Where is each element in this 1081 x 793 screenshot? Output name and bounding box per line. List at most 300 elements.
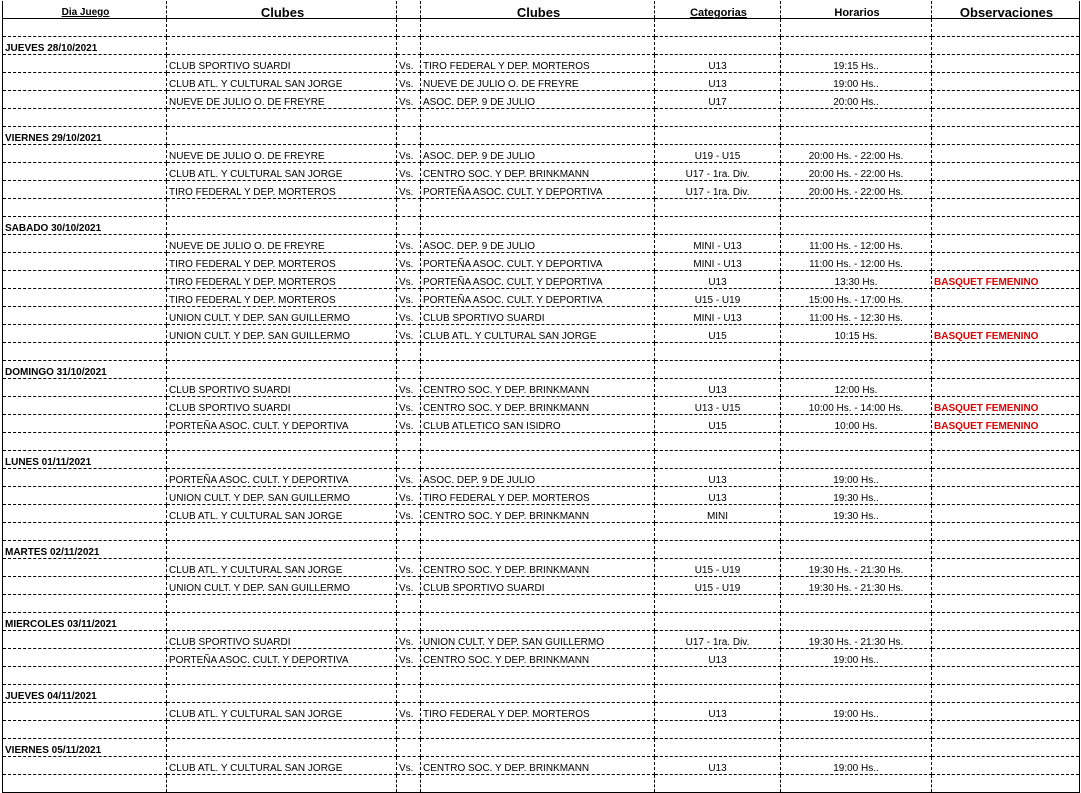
- vs-cell[interactable]: Vs.: [397, 559, 421, 577]
- vs-cell[interactable]: [397, 541, 421, 559]
- category-cell[interactable]: U13: [655, 55, 781, 73]
- time-cell[interactable]: 19:30 Hs. - 21:30 Hs.: [781, 577, 932, 595]
- category-cell[interactable]: U17: [655, 91, 781, 109]
- home-club-cell[interactable]: CLUB ATL. Y CULTURAL SAN JORGE: [167, 757, 397, 775]
- home-club-cell[interactable]: [167, 127, 397, 145]
- day-cell[interactable]: JUEVES 04/11/2021: [3, 685, 167, 703]
- day-cell[interactable]: MARTES 02/11/2021: [3, 541, 167, 559]
- header-dia-juego[interactable]: Dia Juego: [3, 1, 167, 19]
- category-cell[interactable]: [655, 595, 781, 613]
- time-cell[interactable]: 19:30 Hs..: [781, 505, 932, 523]
- observation-cell[interactable]: [932, 505, 1080, 523]
- vs-cell[interactable]: [397, 109, 421, 127]
- observation-cell[interactable]: [932, 757, 1080, 775]
- category-cell[interactable]: [655, 775, 781, 793]
- observation-cell[interactable]: [932, 19, 1080, 37]
- observation-cell[interactable]: BASQUET FEMENINO: [932, 271, 1080, 289]
- away-club-cell[interactable]: [421, 37, 655, 55]
- time-cell[interactable]: [781, 361, 932, 379]
- observation-cell[interactable]: [932, 739, 1080, 757]
- home-club-cell[interactable]: TIRO FEDERAL Y DEP. MORTEROS: [167, 181, 397, 199]
- vs-cell[interactable]: Vs.: [397, 577, 421, 595]
- away-club-cell[interactable]: CLUB ATLETICO SAN ISIDRO: [421, 415, 655, 433]
- day-cell[interactable]: [3, 667, 167, 685]
- observation-cell[interactable]: [932, 163, 1080, 181]
- time-cell[interactable]: [781, 217, 932, 235]
- away-club-cell[interactable]: CLUB ATL. Y CULTURAL SAN JORGE: [421, 325, 655, 343]
- vs-cell[interactable]: [397, 667, 421, 685]
- home-club-cell[interactable]: [167, 217, 397, 235]
- home-club-cell[interactable]: [167, 739, 397, 757]
- vs-cell[interactable]: Vs.: [397, 703, 421, 721]
- day-cell[interactable]: [3, 289, 167, 307]
- away-club-cell[interactable]: [421, 775, 655, 793]
- observation-cell[interactable]: [932, 667, 1080, 685]
- vs-cell[interactable]: Vs.: [397, 505, 421, 523]
- day-cell[interactable]: [3, 523, 167, 541]
- category-cell[interactable]: U13: [655, 271, 781, 289]
- time-cell[interactable]: [781, 37, 932, 55]
- away-club-cell[interactable]: TIRO FEDERAL Y DEP. MORTEROS: [421, 487, 655, 505]
- vs-cell[interactable]: Vs.: [397, 235, 421, 253]
- time-cell[interactable]: [781, 739, 932, 757]
- observation-cell[interactable]: [932, 91, 1080, 109]
- day-cell[interactable]: [3, 55, 167, 73]
- home-club-cell[interactable]: [167, 451, 397, 469]
- observation-cell[interactable]: [932, 433, 1080, 451]
- vs-cell[interactable]: Vs.: [397, 307, 421, 325]
- header-categorias[interactable]: Categorias: [655, 1, 781, 19]
- home-club-cell[interactable]: CLUB ATL. Y CULTURAL SAN JORGE: [167, 703, 397, 721]
- observation-cell[interactable]: [932, 73, 1080, 91]
- vs-cell[interactable]: Vs.: [397, 757, 421, 775]
- observation-cell[interactable]: [932, 595, 1080, 613]
- day-cell[interactable]: [3, 559, 167, 577]
- time-cell[interactable]: [781, 541, 932, 559]
- away-club-cell[interactable]: [421, 217, 655, 235]
- header-vs[interactable]: [397, 1, 421, 19]
- observation-cell[interactable]: [932, 559, 1080, 577]
- time-cell[interactable]: 19:00 Hs..: [781, 703, 932, 721]
- home-club-cell[interactable]: CLUB SPORTIVO SUARDI: [167, 397, 397, 415]
- category-cell[interactable]: U13: [655, 73, 781, 91]
- away-club-cell[interactable]: PORTEÑA ASOC. CULT. Y DEPORTIVA: [421, 271, 655, 289]
- observation-cell[interactable]: [932, 127, 1080, 145]
- time-cell[interactable]: [781, 613, 932, 631]
- time-cell[interactable]: 11:00 Hs. - 12:00 Hs.: [781, 235, 932, 253]
- observation-cell[interactable]: [932, 469, 1080, 487]
- observation-cell[interactable]: [932, 235, 1080, 253]
- home-club-cell[interactable]: NUEVE DE JULIO O. DE FREYRE: [167, 91, 397, 109]
- away-club-cell[interactable]: [421, 685, 655, 703]
- category-cell[interactable]: U19 - U15: [655, 145, 781, 163]
- observation-cell[interactable]: [932, 343, 1080, 361]
- time-cell[interactable]: 19:30 Hs..: [781, 487, 932, 505]
- away-club-cell[interactable]: [421, 667, 655, 685]
- home-club-cell[interactable]: CLUB ATL. Y CULTURAL SAN JORGE: [167, 73, 397, 91]
- vs-cell[interactable]: Vs.: [397, 325, 421, 343]
- category-cell[interactable]: [655, 19, 781, 37]
- day-cell[interactable]: [3, 505, 167, 523]
- vs-cell[interactable]: Vs.: [397, 271, 421, 289]
- vs-cell[interactable]: Vs.: [397, 415, 421, 433]
- time-cell[interactable]: 19:30 Hs. - 21:30 Hs.: [781, 559, 932, 577]
- category-cell[interactable]: [655, 523, 781, 541]
- observation-cell[interactable]: [932, 55, 1080, 73]
- time-cell[interactable]: [781, 595, 932, 613]
- header-clubes-home[interactable]: Clubes: [167, 1, 397, 19]
- category-cell[interactable]: [655, 37, 781, 55]
- day-cell[interactable]: SABADO 30/10/2021: [3, 217, 167, 235]
- vs-cell[interactable]: Vs.: [397, 469, 421, 487]
- category-cell[interactable]: MINI - U13: [655, 253, 781, 271]
- vs-cell[interactable]: Vs.: [397, 631, 421, 649]
- away-club-cell[interactable]: [421, 523, 655, 541]
- away-club-cell[interactable]: CLUB SPORTIVO SUARDI: [421, 307, 655, 325]
- category-cell[interactable]: [655, 109, 781, 127]
- time-cell[interactable]: 13:30 Hs.: [781, 271, 932, 289]
- observation-cell[interactable]: [932, 775, 1080, 793]
- day-cell[interactable]: MIERCOLES 03/11/2021: [3, 613, 167, 631]
- day-cell[interactable]: DOMINGO 31/10/2021: [3, 361, 167, 379]
- away-club-cell[interactable]: CLUB SPORTIVO SUARDI: [421, 577, 655, 595]
- home-club-cell[interactable]: TIRO FEDERAL Y DEP. MORTEROS: [167, 253, 397, 271]
- header-horarios[interactable]: Horarios: [781, 1, 932, 19]
- category-cell[interactable]: [655, 451, 781, 469]
- observation-cell[interactable]: [932, 577, 1080, 595]
- time-cell[interactable]: [781, 775, 932, 793]
- observation-cell[interactable]: BASQUET FEMENINO: [932, 325, 1080, 343]
- category-cell[interactable]: MINI: [655, 505, 781, 523]
- time-cell[interactable]: 19:00 Hs..: [781, 73, 932, 91]
- time-cell[interactable]: [781, 343, 932, 361]
- day-cell[interactable]: [3, 631, 167, 649]
- category-cell[interactable]: U13: [655, 757, 781, 775]
- vs-cell[interactable]: [397, 361, 421, 379]
- day-cell[interactable]: [3, 379, 167, 397]
- away-club-cell[interactable]: NUEVE DE JULIO O. DE FREYRE: [421, 73, 655, 91]
- away-club-cell[interactable]: [421, 739, 655, 757]
- home-club-cell[interactable]: TIRO FEDERAL Y DEP. MORTEROS: [167, 289, 397, 307]
- day-cell[interactable]: [3, 721, 167, 739]
- home-club-cell[interactable]: PORTEÑA ASOC. CULT. Y DEPORTIVA: [167, 649, 397, 667]
- observation-cell[interactable]: [932, 541, 1080, 559]
- day-cell[interactable]: [3, 469, 167, 487]
- category-cell[interactable]: [655, 613, 781, 631]
- day-cell[interactable]: [3, 397, 167, 415]
- vs-cell[interactable]: Vs.: [397, 91, 421, 109]
- home-club-cell[interactable]: [167, 199, 397, 217]
- home-club-cell[interactable]: [167, 361, 397, 379]
- away-club-cell[interactable]: [421, 721, 655, 739]
- away-club-cell[interactable]: [421, 595, 655, 613]
- away-club-cell[interactable]: TIRO FEDERAL Y DEP. MORTEROS: [421, 703, 655, 721]
- observation-cell[interactable]: [932, 523, 1080, 541]
- home-club-cell[interactable]: [167, 109, 397, 127]
- day-cell[interactable]: [3, 343, 167, 361]
- vs-cell[interactable]: [397, 523, 421, 541]
- category-cell[interactable]: [655, 217, 781, 235]
- time-cell[interactable]: 19:15 Hs..: [781, 55, 932, 73]
- observation-cell[interactable]: [932, 451, 1080, 469]
- home-club-cell[interactable]: [167, 37, 397, 55]
- category-cell[interactable]: MINI - U13: [655, 307, 781, 325]
- time-cell[interactable]: 20:00 Hs. - 22:00 Hs.: [781, 181, 932, 199]
- home-club-cell[interactable]: [167, 613, 397, 631]
- home-club-cell[interactable]: UNION CULT. Y DEP. SAN GUILLERMO: [167, 487, 397, 505]
- home-club-cell[interactable]: UNION CULT. Y DEP. SAN GUILLERMO: [167, 325, 397, 343]
- away-club-cell[interactable]: [421, 361, 655, 379]
- time-cell[interactable]: [781, 19, 932, 37]
- vs-cell[interactable]: Vs.: [397, 487, 421, 505]
- category-cell[interactable]: [655, 541, 781, 559]
- day-cell[interactable]: [3, 433, 167, 451]
- vs-cell[interactable]: [397, 775, 421, 793]
- away-club-cell[interactable]: UNION CULT. Y DEP. SAN GUILLERMO: [421, 631, 655, 649]
- home-club-cell[interactable]: PORTEÑA ASOC. CULT. Y DEPORTIVA: [167, 415, 397, 433]
- category-cell[interactable]: [655, 739, 781, 757]
- vs-cell[interactable]: [397, 739, 421, 757]
- observation-cell[interactable]: [932, 253, 1080, 271]
- time-cell[interactable]: 10:00 Hs. - 14:00 Hs.: [781, 397, 932, 415]
- home-club-cell[interactable]: [167, 19, 397, 37]
- observation-cell[interactable]: [932, 181, 1080, 199]
- category-cell[interactable]: U13 - U15: [655, 397, 781, 415]
- home-club-cell[interactable]: CLUB SPORTIVO SUARDI: [167, 631, 397, 649]
- day-cell[interactable]: [3, 271, 167, 289]
- day-cell[interactable]: [3, 757, 167, 775]
- observation-cell[interactable]: [932, 721, 1080, 739]
- day-cell[interactable]: [3, 235, 167, 253]
- day-cell[interactable]: JUEVES 28/10/2021: [3, 37, 167, 55]
- home-club-cell[interactable]: CLUB ATL. Y CULTURAL SAN JORGE: [167, 505, 397, 523]
- vs-cell[interactable]: [397, 433, 421, 451]
- category-cell[interactable]: U17 - 1ra. Div.: [655, 631, 781, 649]
- home-club-cell[interactable]: [167, 433, 397, 451]
- day-cell[interactable]: [3, 19, 167, 37]
- home-club-cell[interactable]: CLUB ATL. Y CULTURAL SAN JORGE: [167, 163, 397, 181]
- vs-cell[interactable]: Vs.: [397, 145, 421, 163]
- away-club-cell[interactable]: CENTRO SOC. Y DEP. BRINKMANN: [421, 397, 655, 415]
- away-club-cell[interactable]: [421, 19, 655, 37]
- away-club-cell[interactable]: CENTRO SOC. Y DEP. BRINKMANN: [421, 559, 655, 577]
- vs-cell[interactable]: Vs.: [397, 397, 421, 415]
- observation-cell[interactable]: [932, 703, 1080, 721]
- observation-cell[interactable]: [932, 631, 1080, 649]
- vs-cell[interactable]: [397, 37, 421, 55]
- time-cell[interactable]: 19:00 Hs..: [781, 469, 932, 487]
- category-cell[interactable]: [655, 199, 781, 217]
- day-cell[interactable]: [3, 577, 167, 595]
- vs-cell[interactable]: Vs.: [397, 379, 421, 397]
- category-cell[interactable]: U13: [655, 487, 781, 505]
- vs-cell[interactable]: [397, 451, 421, 469]
- away-club-cell[interactable]: CENTRO SOC. Y DEP. BRINKMANN: [421, 163, 655, 181]
- time-cell[interactable]: [781, 667, 932, 685]
- away-club-cell[interactable]: CENTRO SOC. Y DEP. BRINKMANN: [421, 649, 655, 667]
- away-club-cell[interactable]: [421, 541, 655, 559]
- day-cell[interactable]: [3, 91, 167, 109]
- home-club-cell[interactable]: PORTEÑA ASOC. CULT. Y DEPORTIVA: [167, 469, 397, 487]
- home-club-cell[interactable]: [167, 685, 397, 703]
- category-cell[interactable]: U13: [655, 469, 781, 487]
- vs-cell[interactable]: [397, 595, 421, 613]
- vs-cell[interactable]: [397, 343, 421, 361]
- home-club-cell[interactable]: CLUB SPORTIVO SUARDI: [167, 379, 397, 397]
- vs-cell[interactable]: [397, 721, 421, 739]
- vs-cell[interactable]: Vs.: [397, 163, 421, 181]
- header-observaciones[interactable]: Observaciones: [932, 1, 1080, 19]
- category-cell[interactable]: MINI - U13: [655, 235, 781, 253]
- home-club-cell[interactable]: [167, 775, 397, 793]
- category-cell[interactable]: U13: [655, 649, 781, 667]
- category-cell[interactable]: U17 - 1ra. Div.: [655, 181, 781, 199]
- observation-cell[interactable]: [932, 289, 1080, 307]
- home-club-cell[interactable]: TIRO FEDERAL Y DEP. MORTEROS: [167, 271, 397, 289]
- away-club-cell[interactable]: ASOC. DEP. 9 DE JULIO: [421, 145, 655, 163]
- home-club-cell[interactable]: [167, 721, 397, 739]
- time-cell[interactable]: [781, 451, 932, 469]
- observation-cell[interactable]: [932, 379, 1080, 397]
- time-cell[interactable]: 12:00 Hs.: [781, 379, 932, 397]
- home-club-cell[interactable]: UNION CULT. Y DEP. SAN GUILLERMO: [167, 577, 397, 595]
- away-club-cell[interactable]: PORTEÑA ASOC. CULT. Y DEPORTIVA: [421, 253, 655, 271]
- category-cell[interactable]: [655, 361, 781, 379]
- time-cell[interactable]: [781, 685, 932, 703]
- away-club-cell[interactable]: [421, 199, 655, 217]
- category-cell[interactable]: [655, 721, 781, 739]
- time-cell[interactable]: 15:00 Hs. - 17:00 Hs.: [781, 289, 932, 307]
- vs-cell[interactable]: [397, 217, 421, 235]
- header-clubes-away[interactable]: Clubes: [421, 1, 655, 19]
- day-cell[interactable]: [3, 325, 167, 343]
- day-cell[interactable]: [3, 109, 167, 127]
- day-cell[interactable]: LUNES 01/11/2021: [3, 451, 167, 469]
- time-cell[interactable]: 20:00 Hs. - 22:00 Hs.: [781, 145, 932, 163]
- category-cell[interactable]: U15 - U19: [655, 577, 781, 595]
- away-club-cell[interactable]: [421, 109, 655, 127]
- away-club-cell[interactable]: ASOC. DEP. 9 DE JULIO: [421, 91, 655, 109]
- observation-cell[interactable]: [932, 145, 1080, 163]
- day-cell[interactable]: [3, 73, 167, 91]
- home-club-cell[interactable]: UNION CULT. Y DEP. SAN GUILLERMO: [167, 307, 397, 325]
- away-club-cell[interactable]: [421, 433, 655, 451]
- home-club-cell[interactable]: [167, 667, 397, 685]
- category-cell[interactable]: U13: [655, 379, 781, 397]
- home-club-cell[interactable]: NUEVE DE JULIO O. DE FREYRE: [167, 145, 397, 163]
- day-cell[interactable]: [3, 595, 167, 613]
- time-cell[interactable]: [781, 199, 932, 217]
- observation-cell[interactable]: [932, 199, 1080, 217]
- category-cell[interactable]: U15: [655, 415, 781, 433]
- day-cell[interactable]: [3, 163, 167, 181]
- observation-cell[interactable]: BASQUET FEMENINO: [932, 397, 1080, 415]
- vs-cell[interactable]: [397, 19, 421, 37]
- vs-cell[interactable]: Vs.: [397, 253, 421, 271]
- day-cell[interactable]: VIERNES 29/10/2021: [3, 127, 167, 145]
- away-club-cell[interactable]: CENTRO SOC. Y DEP. BRINKMANN: [421, 379, 655, 397]
- time-cell[interactable]: 19:00 Hs..: [781, 757, 932, 775]
- away-club-cell[interactable]: ASOC. DEP. 9 DE JULIO: [421, 469, 655, 487]
- observation-cell[interactable]: [932, 361, 1080, 379]
- category-cell[interactable]: [655, 685, 781, 703]
- category-cell[interactable]: U15 - U19: [655, 289, 781, 307]
- away-club-cell[interactable]: CENTRO SOC. Y DEP. BRINKMANN: [421, 757, 655, 775]
- vs-cell[interactable]: Vs.: [397, 289, 421, 307]
- observation-cell[interactable]: [932, 487, 1080, 505]
- home-club-cell[interactable]: CLUB ATL. Y CULTURAL SAN JORGE: [167, 559, 397, 577]
- home-club-cell[interactable]: [167, 523, 397, 541]
- observation-cell[interactable]: [932, 109, 1080, 127]
- observation-cell[interactable]: [932, 307, 1080, 325]
- category-cell[interactable]: U17 - 1ra. Div.: [655, 163, 781, 181]
- away-club-cell[interactable]: [421, 451, 655, 469]
- home-club-cell[interactable]: [167, 541, 397, 559]
- category-cell[interactable]: U15: [655, 325, 781, 343]
- time-cell[interactable]: 10:15 Hs.: [781, 325, 932, 343]
- vs-cell[interactable]: [397, 199, 421, 217]
- time-cell[interactable]: 20:00 Hs. - 22:00 Hs.: [781, 163, 932, 181]
- day-cell[interactable]: [3, 145, 167, 163]
- category-cell[interactable]: [655, 343, 781, 361]
- observation-cell[interactable]: [932, 217, 1080, 235]
- day-cell[interactable]: [3, 307, 167, 325]
- day-cell[interactable]: [3, 649, 167, 667]
- time-cell[interactable]: 19:00 Hs..: [781, 649, 932, 667]
- away-club-cell[interactable]: ASOC. DEP. 9 DE JULIO: [421, 235, 655, 253]
- category-cell[interactable]: U15 - U19: [655, 559, 781, 577]
- away-club-cell[interactable]: PORTEÑA ASOC. CULT. Y DEPORTIVA: [421, 289, 655, 307]
- home-club-cell[interactable]: CLUB SPORTIVO SUARDI: [167, 55, 397, 73]
- time-cell[interactable]: 11:00 Hs. - 12:00 Hs.: [781, 253, 932, 271]
- day-cell[interactable]: [3, 199, 167, 217]
- day-cell[interactable]: [3, 775, 167, 793]
- away-club-cell[interactable]: CENTRO SOC. Y DEP. BRINKMANN: [421, 505, 655, 523]
- time-cell[interactable]: 10:00 Hs.: [781, 415, 932, 433]
- vs-cell[interactable]: [397, 685, 421, 703]
- time-cell[interactable]: 20:00 Hs..: [781, 91, 932, 109]
- time-cell[interactable]: [781, 721, 932, 739]
- home-club-cell[interactable]: [167, 595, 397, 613]
- home-club-cell[interactable]: NUEVE DE JULIO O. DE FREYRE: [167, 235, 397, 253]
- day-cell[interactable]: [3, 253, 167, 271]
- vs-cell[interactable]: Vs.: [397, 649, 421, 667]
- category-cell[interactable]: [655, 127, 781, 145]
- time-cell[interactable]: [781, 127, 932, 145]
- observation-cell[interactable]: [932, 649, 1080, 667]
- away-club-cell[interactable]: [421, 127, 655, 145]
- day-cell[interactable]: [3, 415, 167, 433]
- vs-cell[interactable]: Vs.: [397, 55, 421, 73]
- category-cell[interactable]: U13: [655, 703, 781, 721]
- category-cell[interactable]: [655, 667, 781, 685]
- day-cell[interactable]: VIERNES 05/11/2021: [3, 739, 167, 757]
- observation-cell[interactable]: [932, 613, 1080, 631]
- day-cell[interactable]: [3, 181, 167, 199]
- vs-cell[interactable]: [397, 613, 421, 631]
- day-cell[interactable]: [3, 703, 167, 721]
- vs-cell[interactable]: Vs.: [397, 181, 421, 199]
- away-club-cell[interactable]: [421, 343, 655, 361]
- time-cell[interactable]: [781, 109, 932, 127]
- vs-cell[interactable]: Vs.: [397, 73, 421, 91]
- time-cell[interactable]: [781, 433, 932, 451]
- observation-cell[interactable]: [932, 685, 1080, 703]
- time-cell[interactable]: [781, 523, 932, 541]
- day-cell[interactable]: [3, 487, 167, 505]
- vs-cell[interactable]: [397, 127, 421, 145]
- observation-cell[interactable]: BASQUET FEMENINO: [932, 415, 1080, 433]
